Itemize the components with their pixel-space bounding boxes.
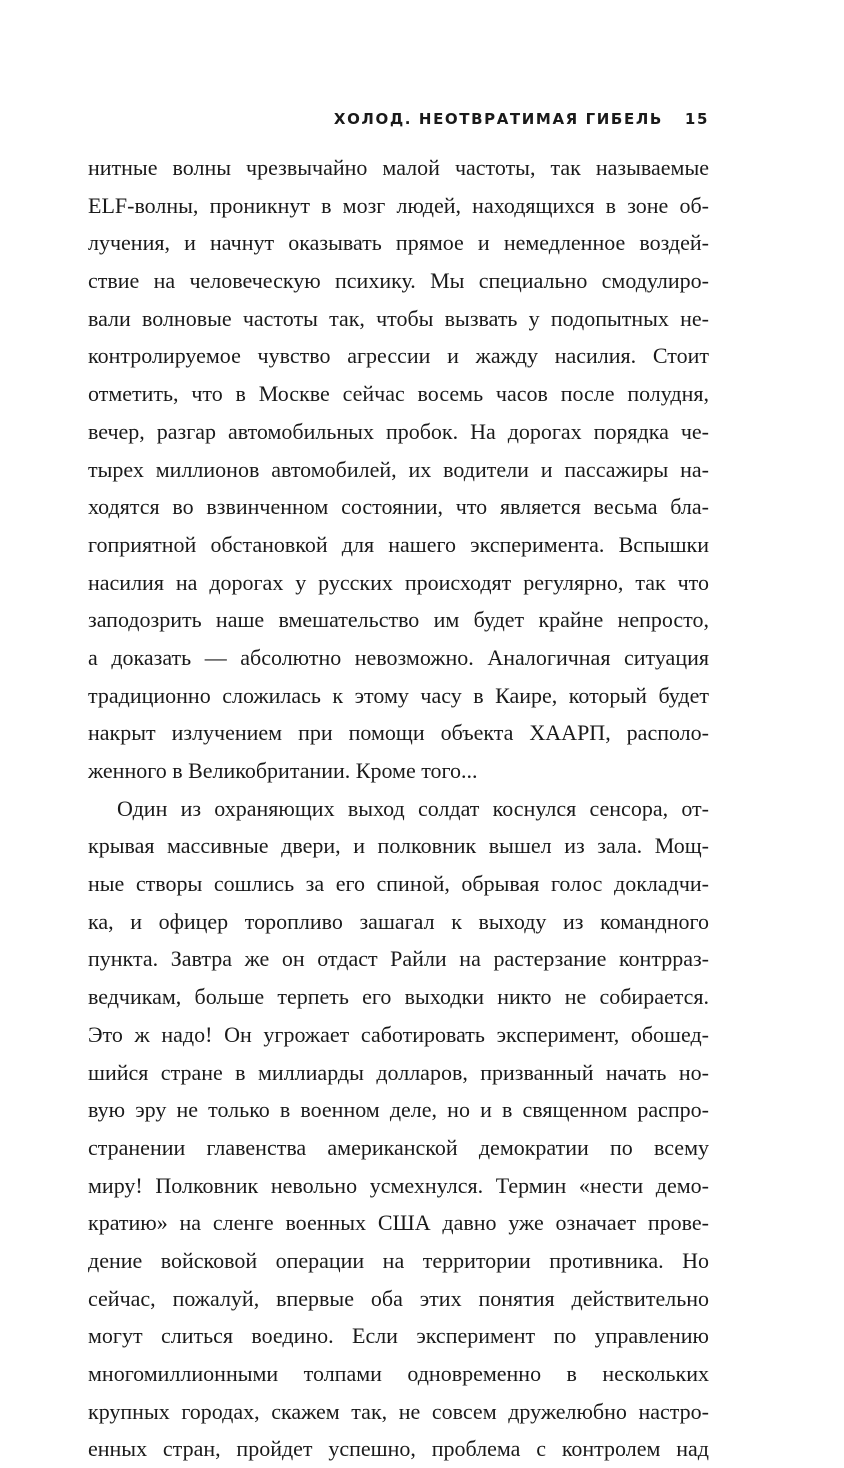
text-line: ходятся во взвинченном состоянии, что является весьма бла-	[88, 494, 709, 520]
text-line: накрыт излучением при помощи объекта ХААРП, располо-	[88, 720, 709, 746]
text-line: насилия на дорогах у русских происходят регулярно, так что	[88, 569, 709, 595]
text-line: сейчас, пожалуй, впервые оба этих понятия действительно	[88, 1285, 709, 1311]
text-line: дение войсковой операции на территории противника. Но	[88, 1247, 709, 1273]
text-line: ные створы сошлись за его спиной, обрывая голос докладчи-	[88, 871, 709, 897]
text-line: шийся стране в миллиарды долларов, призванный начать но-	[88, 1059, 709, 1085]
running-head	[88, 107, 709, 131]
running-title: ХОЛОД. НЕОТВРАТИМАЯ ГИБЕЛЬ	[333, 110, 663, 128]
paragraph	[88, 149, 709, 790]
text-line: могут слиться воедино. Если эксперимент по управлению	[88, 1323, 709, 1349]
text-line: вую эру не только в военном деле, но и в священном распро-	[88, 1097, 709, 1123]
text-line: вечер, разгар автомобильных пробок. На дорогах порядка че-	[88, 418, 709, 444]
text-line: заподозрить наше вмешательство им будет крайне непросто,	[88, 607, 709, 633]
text-line: традиционно сложилась к этому часу в Каире, который будет	[88, 682, 709, 708]
text-line: тырех миллионов автомобилей, их водители и пассажиры на-	[88, 456, 709, 482]
text-line: Это ж надо! Он угрожает саботировать эксперимент, обошед-	[88, 1021, 709, 1047]
text-line: нитные волны чрезвычайно малой частоты, так называемые	[88, 155, 709, 180]
body-text	[88, 149, 709, 1468]
text-line: а доказать — абсолютно невозможно. Аналогичная ситуация	[88, 644, 709, 670]
paragraph	[88, 790, 709, 1468]
text-line: ствие на человеческую психику. Мы специально смодулиро-	[88, 268, 709, 294]
text-line: кратию» на сленге военных США давно уже означает прове-	[88, 1210, 709, 1236]
text-line: Один из охраняющих выход солдат коснулся сенсора, от-	[117, 795, 709, 821]
text-line: контролируемое чувство агрессии и жажду насилия. Стоит	[88, 343, 709, 369]
text-line: многомиллионными толпами одновременно в нескольких	[88, 1361, 709, 1386]
text-line: вали волновые частоты так, чтобы вызвать у подопытных не-	[88, 305, 709, 331]
text-line: крывая массивные двери, и полковник вышел из зала. Мощ-	[88, 833, 709, 859]
text-line: ведчикам, больше терпеть его выходки никто не собирается.	[88, 984, 709, 1010]
text-line: лучения, и начнут оказывать прямое и немедленное воздей-	[88, 230, 709, 256]
text-line: отметить, что в Москве сейчас восемь часов после полудня,	[88, 381, 709, 407]
text-line: женного в Великобритании. Кроме того...	[88, 758, 478, 783]
text-line: крупных городах, скажем так, не совсем дружелюбно настро-	[88, 1398, 709, 1424]
text-line: пункта. Завтра же он отдаст Райли на растерзание контрраз-	[88, 946, 709, 972]
text-line: странении главенства американской демократии по всему	[88, 1134, 709, 1160]
text-line: гоприятной обстановкой для нашего эксперимента. Вспышки	[88, 531, 709, 557]
text-line: ELF-волны, проникнут в мозг людей, находящихся в зоне об-	[88, 192, 709, 218]
page-number: 15	[684, 110, 709, 128]
text-line: миру! Полковник невольно усмехнулся. Термин «нести демо-	[88, 1172, 709, 1198]
text-line: енных стран, пройдет успешно, проблема с контролем над	[88, 1436, 709, 1462]
text-line: ка, и офицер торопливо зашагал к выходу из командного	[88, 908, 709, 934]
